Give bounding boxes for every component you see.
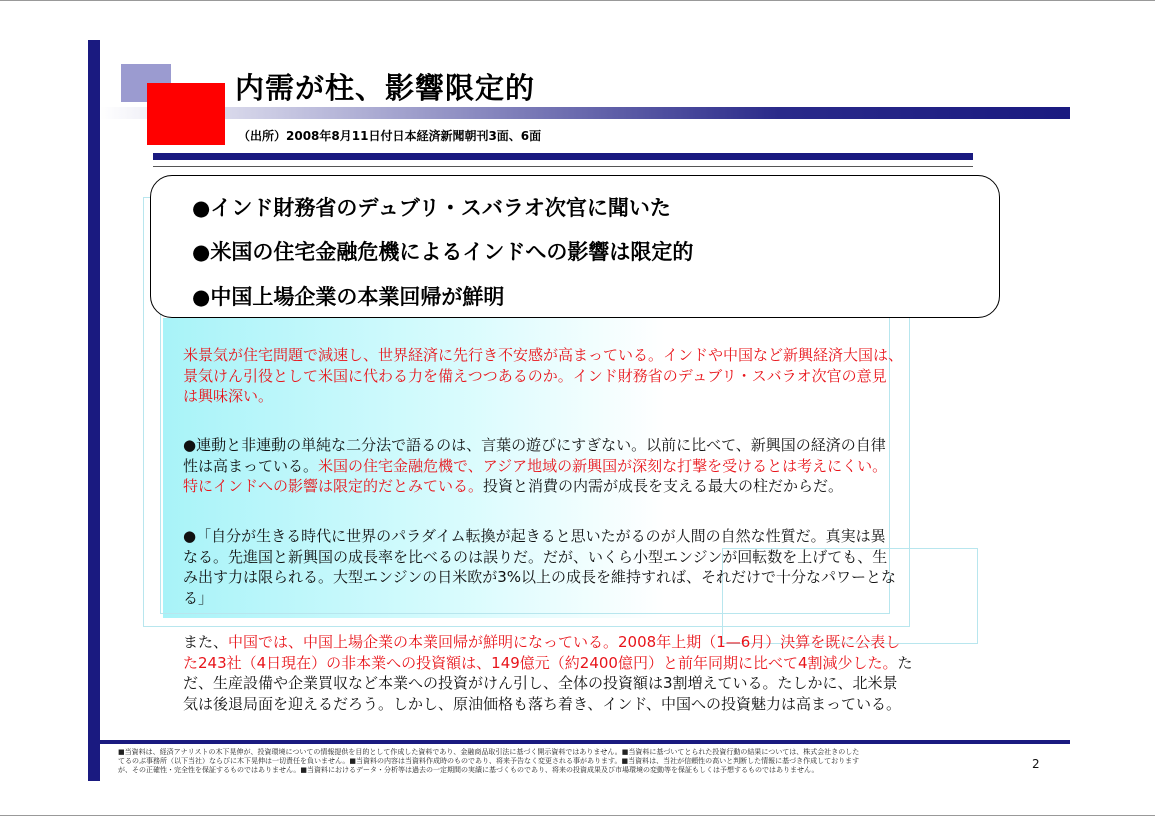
header-rule-thick (153, 153, 973, 160)
headline-item: ●中国上場企業の本業回帰が鮮明 (192, 285, 505, 309)
page-bottom-border (0, 815, 1155, 816)
paragraph-highlight: 中国では、中国上場企業の本業回帰が鮮明になっている。2008年上期（1—6月）決算を既に公表し た243社（4日現在）の非本業への投資額は、149億元（約2400億円）と前年同期に比べて4割減少した。 (183, 633, 901, 672)
page-top-border (0, 0, 1155, 1)
headline-item: ●米国の住宅金融危機によるインドへの影響は限定的 (192, 240, 694, 264)
left-accent-bar (88, 40, 100, 781)
headline-item: ●インド財務省のデュブリ・スバラオ次官に聞いた (192, 196, 671, 220)
title-gradient-bar (100, 107, 1070, 119)
paragraph-text: た だ、生産設備や企業買収など本業への投資がけん引し、全体の投資額は3割増えている。たしかに、北米景 気は後退局面を迎えるだろう。しかし、原油価格も落ち着き、インド、中国への投資魅力は高まっている。 (183, 653, 913, 713)
footer-rule (100, 740, 1070, 744)
paragraph-text: ●連動と非連動の単純な二分法で語るのは、言葉の遊びにすぎない。以前に比べて、新興国の経済の自律 性は高まっている。 (183, 436, 886, 475)
source-citation: （出所）2008年8月11日付日本経済新聞朝刊3面、6面 (238, 129, 542, 143)
disclaimer-text: ■当資料は、経済アナリストの木下晃伸が、投資環境についての情報提供を目的として作成した資料であり、金融商品取引法に基づく開示資料ではありません。■当資料に基づいてとられた投資行動の結果については、株式会社きのした てるのぶ事務所（以下当社）ならびに木下晃伸は一切責任を負いません。■当資料の内容は当資料作成時のものであり、将来予告なく変更される事があります。■当資料は、当社が信頼性の高いと判断した情報に基づき作成しております が、その正確性・完全性を保証するものではありません。■当資料におけるデータ・分析等は過去の一定期間の実績に基づくものであり、将来の投資成果及び市場環境の変動等を保証もしくは予想するものではありません。 (118, 748, 860, 774)
paragraph-text: ●「自分が生きる時代に世界のパラダイム転換が起きると思いたがるのが人間の自然な性質だ。真実は異 なる。先進国と新興国の成長率を比べるのは誤りだ。だが、いくら小型エンジンが回転数を上げても、生 み出す力は限られる。大型エンジンの日米欧が3%以上の成長を維持すれば、それだけで十分なパワーとな る」 (183, 527, 897, 607)
decorative-red-square (147, 83, 225, 145)
page-title: 内需が柱、影響限定的 (235, 71, 536, 105)
body-paragraph-intro (183, 345, 973, 407)
header-rule-thin (153, 166, 973, 167)
paragraph-text: 投資と消費の内需が成長を支える最大の柱だからだ。 (483, 477, 844, 495)
body-paragraph-china (183, 632, 973, 714)
paragraph-text: 米景気が住宅問題で減速し、世界経済に先行き不安感が高まっている。インドや中国など新興経済大国は、 景気けん引役として米国に代わる力を備えつつあるのか。インド財務省のデュブリ・スバラオ次官の意見 は興味深い。 (183, 346, 904, 405)
paragraph-highlight: 米国の住宅金融危機で、アジア地域の新興国が深刻な打撃を受けるとは考えにくい。 特にインドへの影響は限定的だとみている。 (183, 456, 888, 495)
body-paragraph-decoupling (183, 435, 973, 497)
body-paragraph-quote (183, 526, 973, 608)
page-number: 2 (1032, 757, 1040, 771)
paragraph-text: また、 (183, 633, 229, 651)
